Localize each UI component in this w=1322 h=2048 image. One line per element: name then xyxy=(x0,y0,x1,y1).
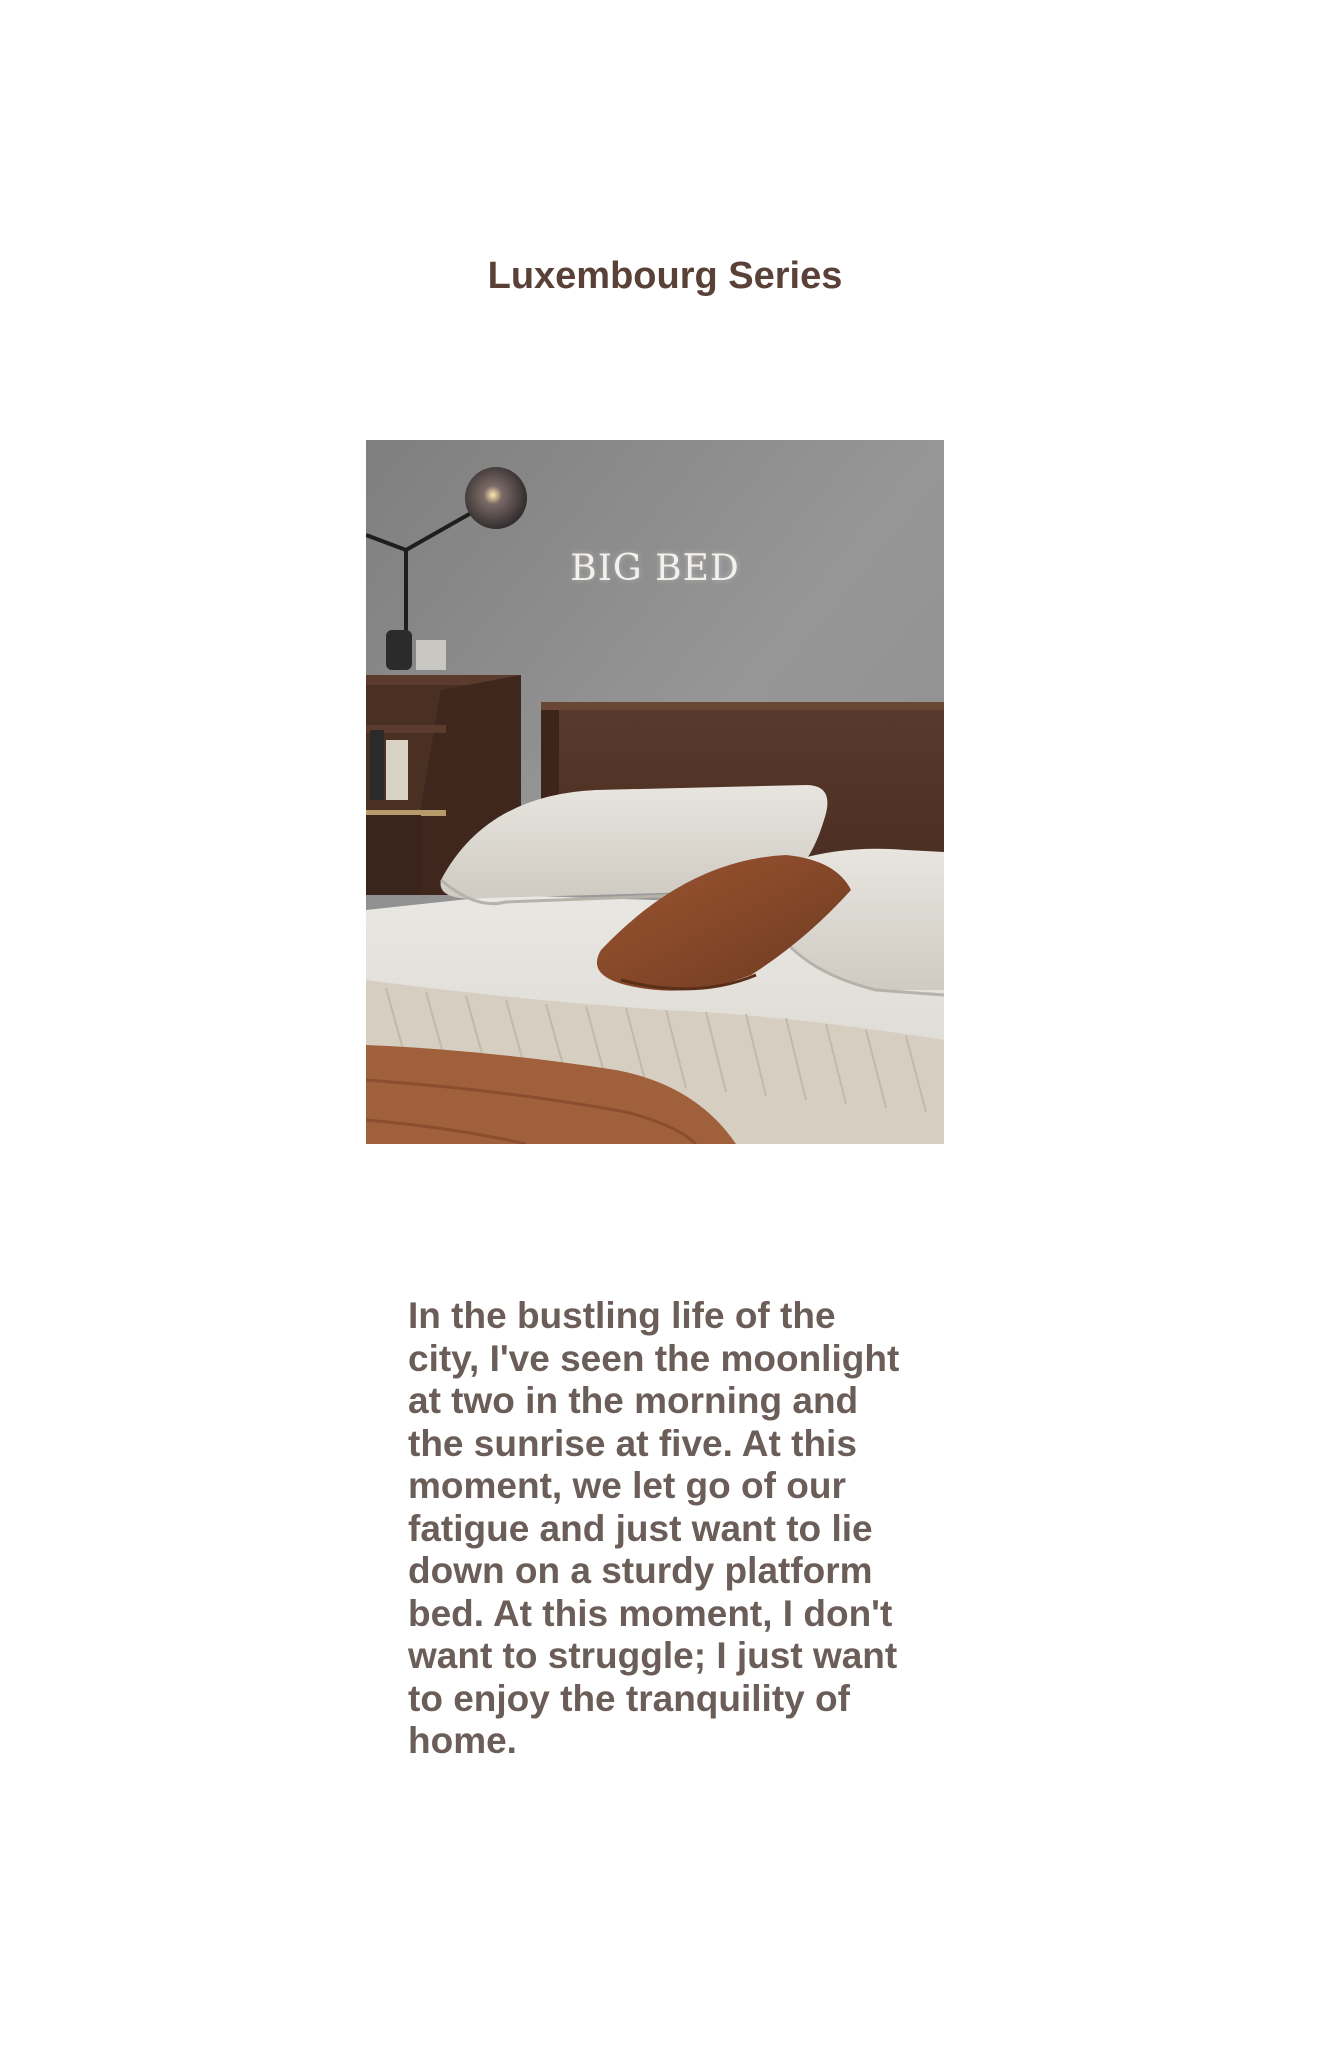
story-paragraph: In the bustling life of the city, I've seen the moonlight at two in the morning and the sunrise at five. At this moment, we let go of our fatigue and just want to lie down on a sturdy platform bed. At this moment, I don't want to struggle; I just want to enjoy the tranquility of home. xyxy=(408,1295,900,1761)
bedroom-photo-illustration xyxy=(366,440,944,1144)
page-title: Luxembourg Series xyxy=(487,255,843,297)
photo-caption: BIG BED xyxy=(570,548,740,589)
bedroom-photo xyxy=(366,440,944,1144)
